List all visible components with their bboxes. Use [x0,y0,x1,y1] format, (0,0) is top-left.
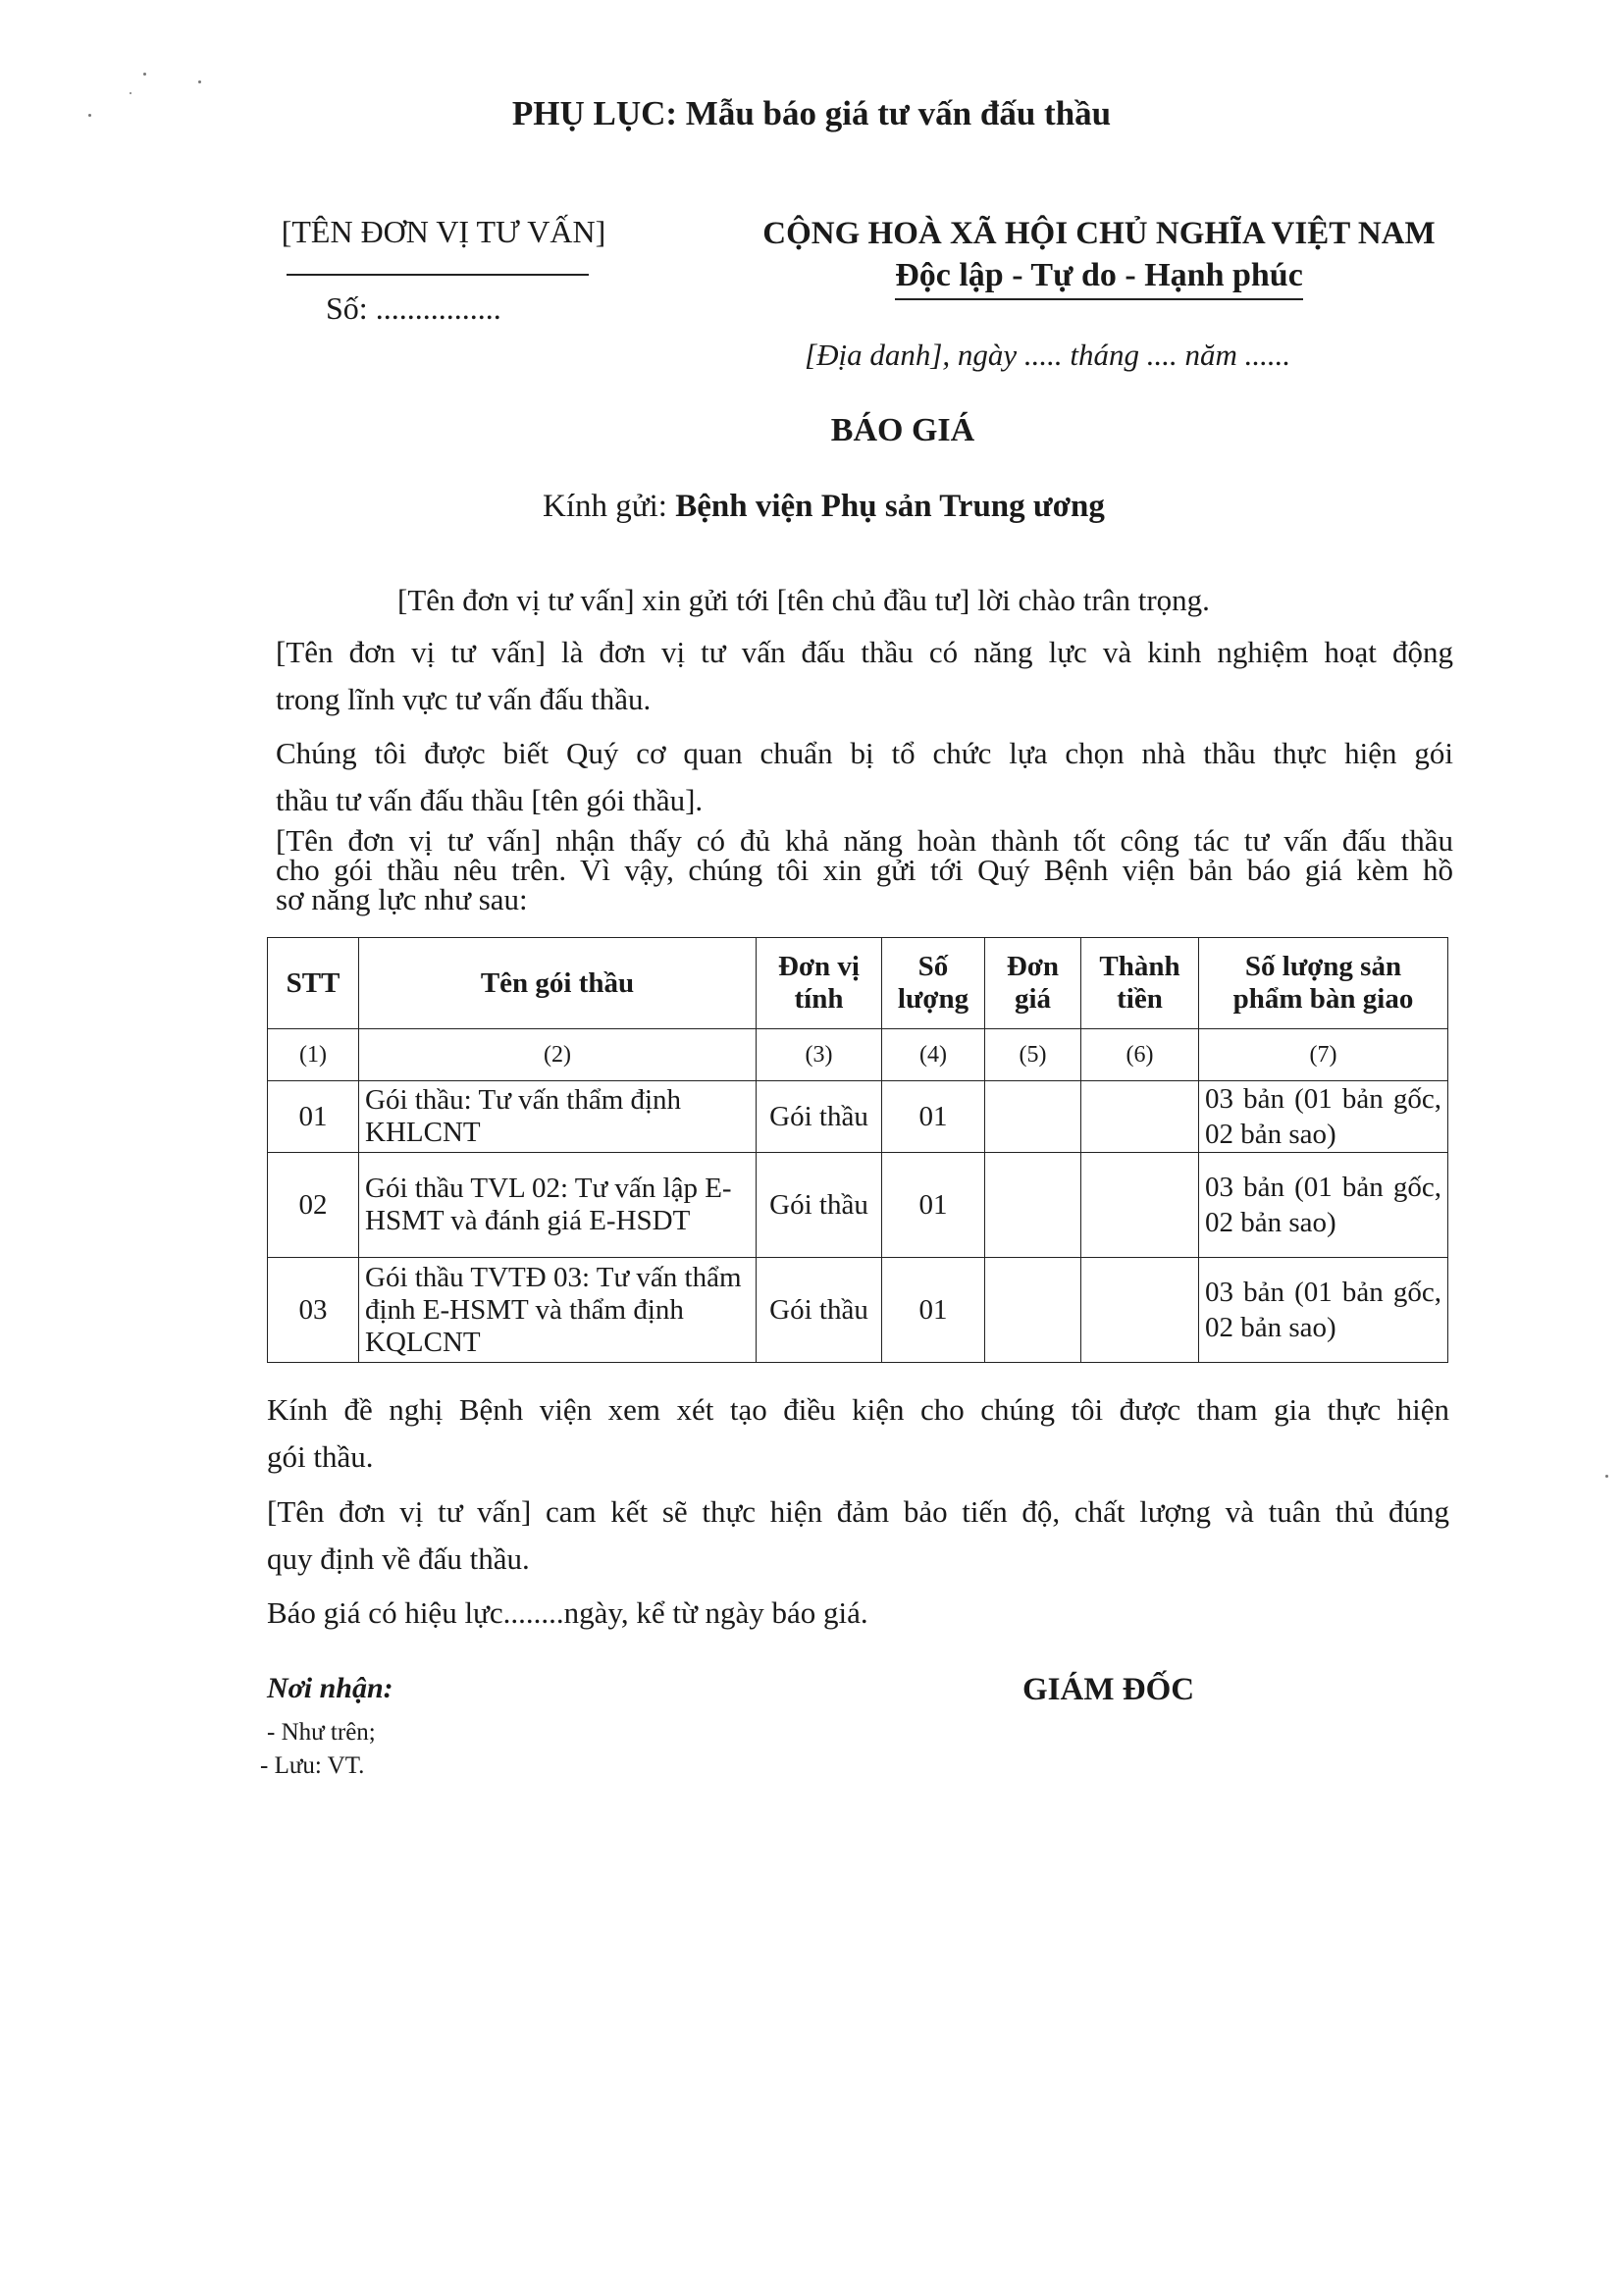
cell-unit: Gói thầu [757,1258,882,1363]
header-package-name: Tên gói thầu [359,938,757,1029]
scan-speck [143,73,146,76]
cell-unit-price [985,1153,1081,1258]
cell-unit: Gói thầu [757,1081,882,1153]
intro-paragraph [276,629,1453,723]
cell-amount [1081,1258,1199,1363]
org-underline [287,274,589,276]
scan-speck [198,80,201,83]
document-number: Số: ................ [326,290,501,326]
table-header-row [268,938,1448,1029]
national-title: CỘNG HOÀ XÃ HỘI CHỦ NGHĨA VIỆT NAM [762,216,1436,251]
national-motto: Độc lập - Tự do - Hạnh phúc [895,257,1303,300]
cell-unit-price [985,1258,1081,1363]
column-number: (1) [268,1029,359,1081]
header-amount: Thành tiền [1081,938,1199,1029]
recipient-item: - Lưu: VT. [260,1752,365,1779]
paragraph-line: [Tên đơn vị tư vấn] là đơn vị tư vấn đấu thầu có năng lực và kinh nghiệm hoạt động [276,635,1453,669]
recipients-label: Nơi nhận: [267,1672,393,1704]
cell-amount [1081,1081,1199,1153]
cell-quantity: 01 [882,1081,985,1153]
cell-unit-price [985,1081,1081,1153]
header-quantity: Số lượng [882,938,985,1029]
paragraph-line: [Tên đơn vị tư vấn] cam kết sẽ thực hiện đảm bảo tiến độ, chất lượng và tuân thủ đúng [267,1494,1449,1529]
column-number: (7) [1199,1029,1448,1081]
recipient-line [543,489,1105,525]
request-paragraph [267,1386,1449,1481]
cell-quantity: 01 [882,1153,985,1258]
greeting-paragraph: [Tên đơn vị tư vấn] xin gửi tới [tên chủ đầu tư] lời chào trân trọng. [397,583,1210,617]
capability-paragraph [276,823,1453,916]
paragraph-line: quy định về đấu thầu. [267,1541,530,1576]
column-number: (4) [882,1029,985,1081]
validity-paragraph: Báo giá có hiệu lực........ngày, kể từ ngày báo giá. [267,1595,868,1630]
column-number: (3) [757,1029,882,1081]
column-number-row [268,1029,1448,1081]
paragraph-line: sơ năng lực như sau: [276,882,528,916]
column-number: (6) [1081,1029,1199,1081]
known-paragraph [276,730,1453,824]
header-stt: STT [268,938,359,1029]
table-row [268,1081,1448,1153]
paragraph-line: thầu tư vấn đấu thầu [tên gói thầu]. [276,783,704,817]
paragraph-line: trong lĩnh vực tư vấn đấu thầu. [276,682,652,716]
header-deliverables: Số lượng sản phẩm bàn giao [1199,938,1448,1029]
commitment-paragraph [267,1488,1449,1583]
cell-stt: 03 [268,1258,359,1363]
paragraph-line: Chúng tôi được biết Quý cơ quan chuẩn bị tổ chức lựa chọn nhà thầu thực hiện gói [276,736,1453,770]
place-date-line: [Địa danh], ngày ..... tháng .... năm ...... [805,338,1291,372]
cell-stt: 01 [268,1081,359,1153]
recipient-prefix: Kính gửi: [543,489,667,524]
cell-deliverables: 03 bản (01 bản gốc, 02 bản sao) [1199,1258,1448,1363]
appendix-title: PHỤ LỤC: Mẫu báo giá tư vấn đấu thầu [511,94,1112,132]
signature-title: GIÁM ĐỐC [1022,1672,1195,1707]
motto-block [726,257,1472,300]
cell-package-name: Gói thầu TVTĐ 03: Tư vấn thẩm định E-HSMT và thẩm định KQLCNT [359,1258,757,1363]
cell-quantity: 01 [882,1258,985,1363]
scan-speck [1605,1475,1608,1478]
quotation-table [267,937,1448,1363]
paragraph-line: [Tên đơn vị tư vấn] nhận thấy có đủ khả năng hoàn thành tốt công tác tư vấn đấu thầu [276,823,1453,858]
cell-amount [1081,1153,1199,1258]
header-unit: Đơn vị tính [757,938,882,1029]
cell-stt: 02 [268,1153,359,1258]
cell-unit: Gói thầu [757,1153,882,1258]
table-row [268,1153,1448,1258]
cell-deliverables: 03 bản (01 bản gốc, 02 bản sao) [1199,1081,1448,1153]
column-number: (2) [359,1029,757,1081]
consultant-org-name: [TÊN ĐƠN VỊ TƯ VẤN] [281,214,606,249]
paragraph-line: cho gói thầu nêu trên. Vì vậy, chúng tôi xin gửi tới Quý Bệnh viện bản báo giá kèm hồ [276,853,1453,887]
column-number: (5) [985,1029,1081,1081]
cell-package-name: Gói thầu: Tư vấn thẩm định KHLCNT [359,1081,757,1153]
table-row [268,1258,1448,1363]
paragraph-line: gói thầu. [267,1439,374,1474]
cell-package-name: Gói thầu TVL 02: Tư vấn lập E-HSMT và đánh giá E-HSDT [359,1153,757,1258]
paragraph-line: Kính đề nghị Bệnh viện xem xét tạo điều kiện cho chúng tôi được tham gia thực hiện [267,1392,1449,1427]
cell-deliverables: 03 bản (01 bản gốc, 02 bản sao) [1199,1153,1448,1258]
document-title: BÁO GIÁ [830,412,975,448]
recipient-name: Bệnh viện Phụ sản Trung ương [675,489,1105,524]
recipient-item: - Như trên; [267,1719,376,1746]
header-unit-price: Đơn giá [985,938,1081,1029]
